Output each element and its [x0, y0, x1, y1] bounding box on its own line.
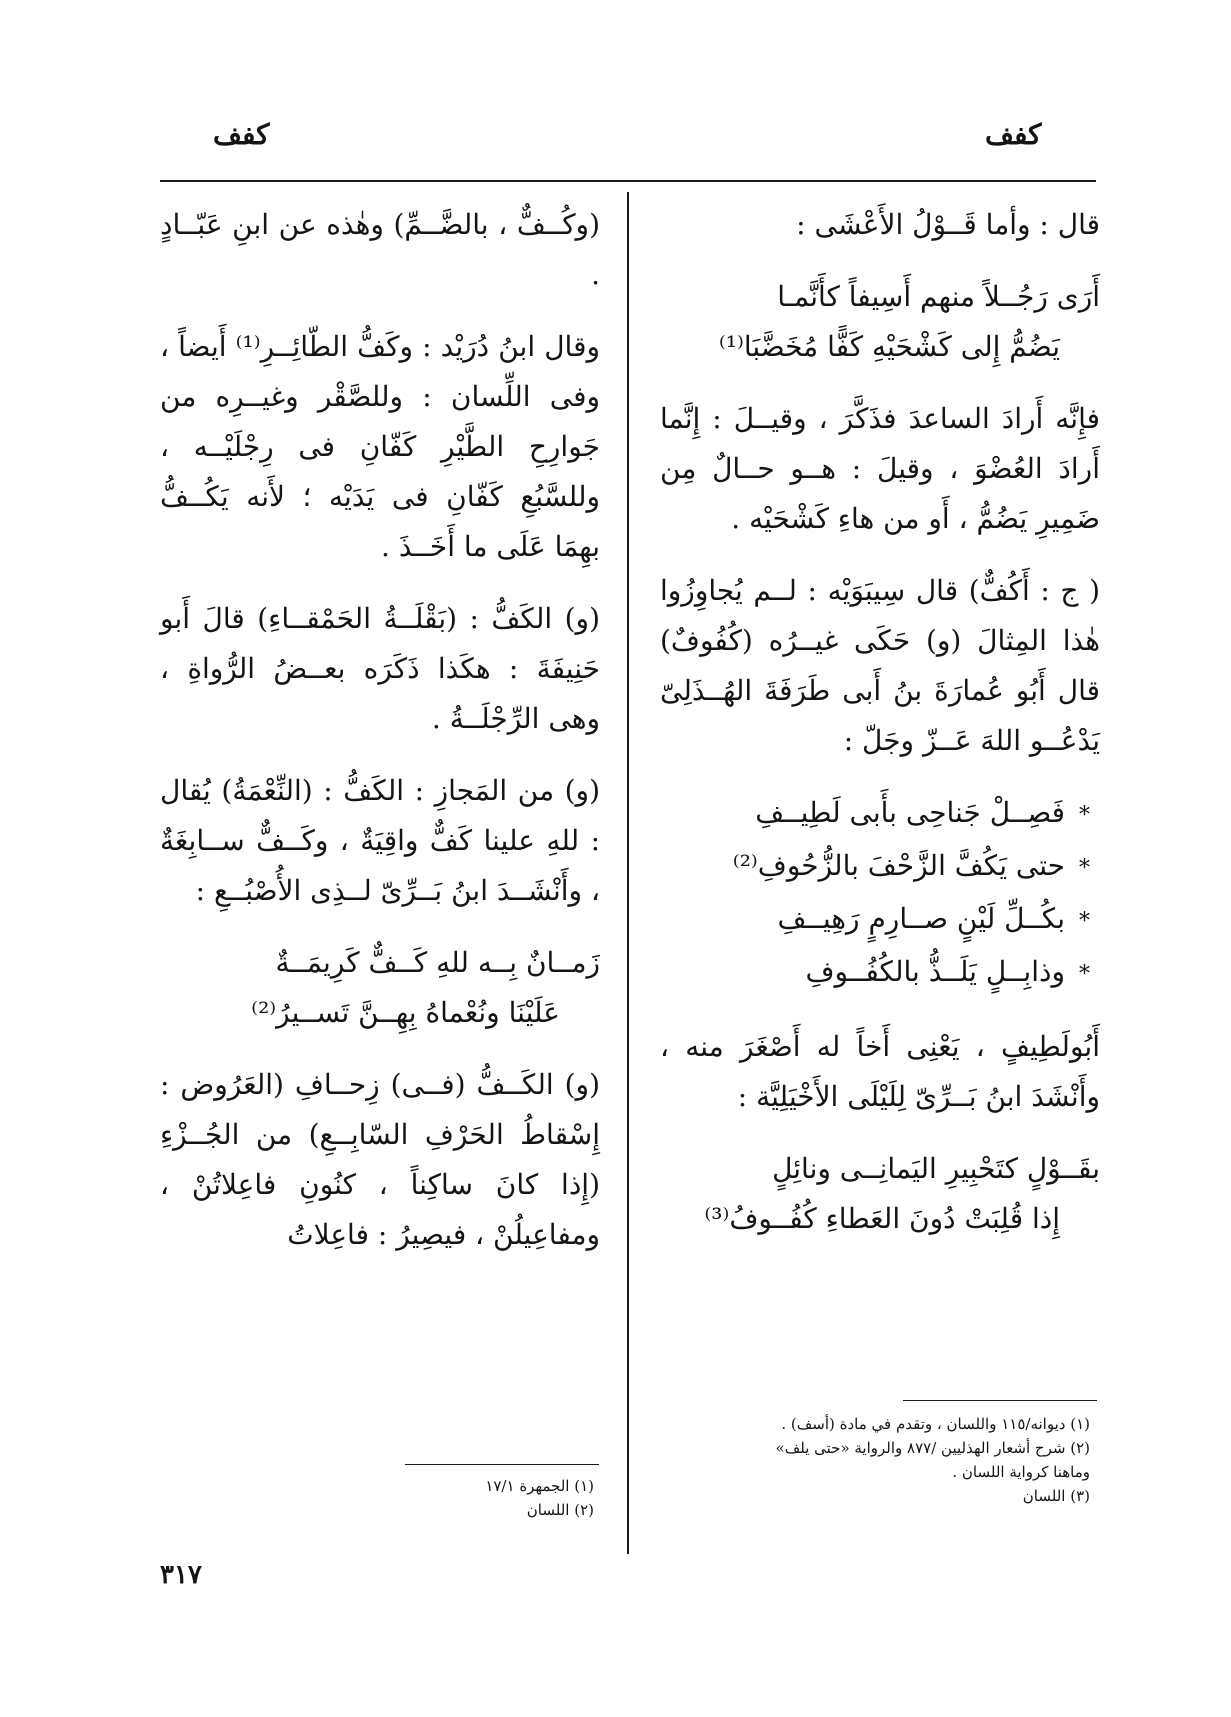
right-paragraph-3: ( ج : أَكُفٌّ) قال سِيبَوَيْه : لــم يُجاوِزُوا هٰذا المِثالَ (و) حَكَى غيــرُه (كُفُوفٌ) قال أَبُو عُمارَةَ بنُ أَبى طَرَفَةَ الهُــذَلِىّ يَدْعُــو اللهَ عَــزّ وجَلّ :	[660, 574, 1100, 757]
right-paragraph-1: قال : وأما قَــوْلُ الأَعْشَى :	[796, 208, 1100, 241]
left-verse-1	[160, 938, 600, 1038]
asterisk-marker: *	[1079, 856, 1090, 881]
verse-line: زَمــانٌ بِــه للهِ كَــفٌّ كَرِيمَــةٌ	[275, 946, 600, 979]
verse-line: إِذا قُلِبَتْ دُونَ العَطاءِ كُفُــوفُ⁽³⁾	[704, 1202, 1060, 1235]
footnotes-left	[380, 1474, 594, 1522]
verse-line: بقَــوْلٍ كتَحْبِيرِ اليَمانِــى ونائِلٍ	[772, 1152, 1100, 1185]
star-verse-line	[660, 788, 1100, 841]
left-paragraph-1: (وكُــفٌّ ، بالضَّــمِّ) وهٰذه عن ابنِ عَبّــادٍ .	[160, 208, 600, 291]
footnote-rule-left	[405, 1464, 599, 1465]
star-verse-text: بكُــلِّ لَيْنٍ صــارِمٍ رَهِيــفِ	[777, 902, 1065, 935]
star-verse-text: فَصِــلْ جَناحِى بأَبى لَطِيــفِ	[755, 796, 1065, 829]
left-paragraph-2: وقال ابنُ دُرَيْد : وكَفُّ الطّائِــرِ⁽¹⁾ أَيضاً ، وفى اللِّسان : وللصَّقْر وغيــرِه من جَوارِحِ الطَّيْرِ كَفّانِ فى رِجْلَيْــه ، وللسَّبُعِ كَفّانِ فى يَدَيْه ؛ لأَنه يَكُــفُّ بهِمَا عَلَى ما أَخَــذَ .	[160, 330, 600, 563]
asterisk-marker: *	[1079, 909, 1090, 934]
right-verse-2	[660, 1144, 1100, 1244]
header-rule	[160, 180, 1096, 182]
running-header-left: كفف	[213, 118, 270, 151]
star-verse-text: وذابِــلٍ يَلَــذُّ بالكُفُــوفِ	[805, 955, 1065, 988]
right-paragraph-2: فإِنَّه أَرادَ الساعدَ فذَكَّرَ ، وقيــلَ : إِنَّما أَرادَ العُضْوَ ، وقيلَ : هــو حــالٌ مِن ضَمِيرِ يَضُمُّ ، أَو من هاءِ كَشْحَيْه .	[660, 402, 1100, 535]
footnote: (١) ديوانه/١١٥ واللسان ، وتقدم في مادة (أسف) .	[781, 1415, 1090, 1433]
star-verse-block	[660, 788, 1100, 1000]
asterisk-marker: *	[1079, 962, 1090, 987]
left-paragraph-5: (و) الكَــفُّ (فــى) زِحــافِ (العَرُوض : إِسْقاطُ الحَرْفِ السّابِــعِ) من الجُــزْءِ (إِذا كانَ ساكِناً ، كنُونِ فاعِلاتُنْ ، ومفاعِيلُنْ ، فيصِيرُ : فاعِلاتُ	[160, 1068, 600, 1251]
left-column	[160, 200, 600, 1282]
right-paragraph-4: أَبُولَطِيفٍ ، يَعْنِى أَخاً له أَصْغَرَ منه ، وأَنْشَدَ ابنُ بَــرِّىّ لِلَيْلَى الأَخْيَلِيَّة :	[660, 1030, 1100, 1113]
left-paragraph-4: (و) من المَجازِ : الكَفُّ : (النِّعْمَةُ) يُقال : للهِ علينا كَفٌّ واقِيَةٌ ، وكَــفٌّ ســابِغَةٌ ، وأَنْشَــدَ ابنُ بَــرِّىّ لــذِى الأُصْبُــعِ :	[160, 774, 600, 907]
verse-line: أَرَى رَجُــلاً منهم أَسِيفاً كأَنَّمـا	[777, 280, 1100, 313]
footnotes-right	[660, 1412, 1090, 1508]
footnote: (١) الجمهرة ١٧/١	[485, 1477, 594, 1495]
verse-line: يَضُمُّ إِلى كَشْحَيْهِ كَفًّا مُخَضَّبَا⁽¹⁾	[718, 330, 1060, 363]
star-verse-line	[660, 894, 1100, 947]
footnote: وماهنا كرواية اللسان .	[952, 1463, 1090, 1481]
running-header-right: كفف	[985, 118, 1042, 151]
star-verse-line	[660, 841, 1100, 894]
right-verse-1	[660, 272, 1100, 372]
footnote: (٣) اللسان	[1022, 1487, 1090, 1505]
footnote-rule-right	[903, 1400, 1097, 1401]
star-verse-line	[660, 947, 1100, 1000]
asterisk-marker: *	[1079, 803, 1090, 828]
column-divider	[627, 192, 629, 1554]
footnote: (٢) شرح أشعار الهذليين /٨٧٧ والرواية «حتى يلف»	[775, 1439, 1090, 1457]
star-verse-text: حتى يَكُفَّ الزَّحْفَ بالزُّحُوفِ⁽²⁾	[732, 849, 1065, 882]
verse-line: عَلَيْنَا ونُعْماهُ بِهِــنَّ تَســيرُ⁽²⁾	[251, 996, 560, 1029]
right-column	[660, 200, 1100, 1266]
left-paragraph-3: (و) الكَفُّ : (بَقْلَــةُ الحَمْقــاءِ) قالَ أَبو حَنِيفَةَ : هكَذا ذَكَرَه بعــضُ الرُّواةِ ، وهى الرِّجْلَــةُ .	[160, 602, 600, 735]
footnote: (٢) اللسان	[526, 1501, 594, 1519]
page-number: ٣١٧	[160, 1560, 202, 1590]
